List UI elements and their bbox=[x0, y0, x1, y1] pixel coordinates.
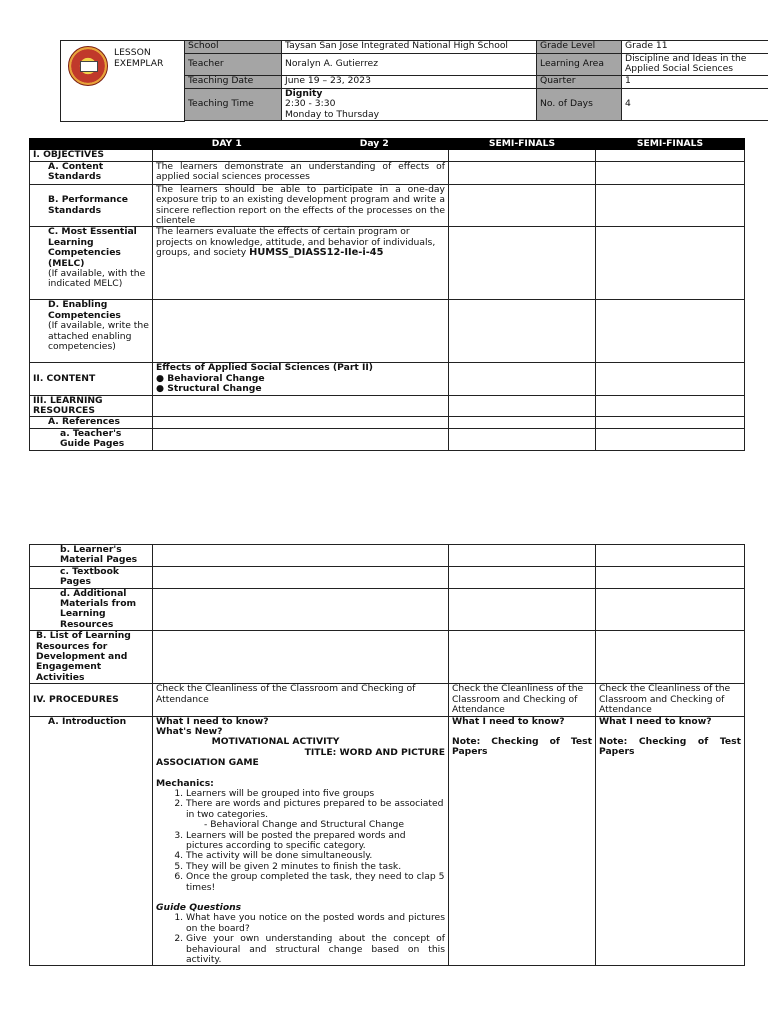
column-semi-finals-2: SEMI-FINALS bbox=[596, 139, 745, 150]
introduction-label: A. Introduction bbox=[30, 716, 153, 966]
date-value: June 19 – 23, 2023 bbox=[282, 76, 537, 89]
grade-label: Grade Level bbox=[537, 41, 622, 54]
enabling-cell bbox=[30, 300, 153, 363]
lesson-table-part-1 bbox=[29, 138, 745, 451]
grade-value: Grade 11 bbox=[622, 41, 768, 54]
content-topic: Effects of Applied Social Sciences (Part II) bbox=[156, 362, 373, 374]
time-value bbox=[282, 89, 537, 121]
melc-cell bbox=[30, 227, 153, 300]
time-hours: 2:30 - 3:30 bbox=[285, 98, 336, 110]
melc-note: (If available, with the indicated MELC) bbox=[48, 268, 146, 290]
school-seal-icon bbox=[68, 46, 108, 86]
area-value: Discipline and Ideas in the Applied Social Sciences bbox=[622, 54, 768, 76]
procedures-day4: Check the Cleanliness of the Classroom and Checking of Attendance bbox=[596, 684, 745, 716]
introduction-content bbox=[153, 716, 449, 966]
activity-game: ASSOCIATION GAME bbox=[156, 757, 259, 769]
motivational-title: MOTIVATIONAL ACTIVITY bbox=[211, 736, 340, 748]
mechanics-list bbox=[156, 789, 445, 893]
days-value: 4 bbox=[622, 89, 768, 121]
enabling-note: (If available, write the attached enabling competencies) bbox=[48, 320, 149, 353]
time-section: Dignity bbox=[285, 88, 323, 99]
mechanics-item: 1. Learners will be grouped into five groups bbox=[186, 789, 445, 799]
content-bullet-2: ● Structural Change bbox=[156, 383, 262, 395]
melc-label: C. Most Essential Learning Competencies (MELC) bbox=[48, 226, 137, 269]
additional-materials-label: d. Additional Materials from Learning Resources bbox=[30, 588, 153, 631]
column-header-row bbox=[30, 139, 745, 150]
col3-question: What I need to know? bbox=[452, 716, 565, 727]
intro-q1: What I need to know? bbox=[156, 716, 269, 727]
list-resources-label: B. List of Learning Resources for Development and Engagement Activities bbox=[30, 631, 153, 684]
procedures-day1: Check the Cleanliness of the Classroom and Checking of Attendance bbox=[153, 684, 449, 716]
textbook-label: c. Textbook Pages bbox=[30, 566, 153, 588]
references-label: A. References bbox=[30, 417, 153, 428]
days-label: No. of Days bbox=[537, 89, 622, 121]
melc-text: The learners evaluate the effects of certain program or projects on knowledge, attitude, and behavior of individuals, groups, and society bbox=[156, 226, 436, 259]
content-topic-cell bbox=[153, 363, 449, 395]
mechanics-item: 4. The activity will be done simultaneously. bbox=[186, 851, 445, 861]
mechanics-item: 3. Learners will be posted the prepared words and pictures according to specific category. bbox=[186, 831, 445, 852]
introduction-col3 bbox=[449, 716, 596, 966]
enabling-label: D. Enabling Competencies bbox=[48, 299, 121, 321]
column-day-1: DAY 1 bbox=[211, 138, 242, 149]
learners-material-label: b. Learner's Material Pages bbox=[30, 545, 153, 567]
school-label: School bbox=[185, 41, 282, 54]
header-table bbox=[60, 40, 768, 122]
melc-text-cell bbox=[153, 227, 449, 300]
column-semi-finals-1: SEMI-FINALS bbox=[449, 139, 596, 150]
performance-standards-label: B. Performance Standards bbox=[30, 184, 153, 227]
guide-questions-list bbox=[156, 913, 445, 965]
mechanics-item: 2. There are words and pictures prepared to be associated in two categories. - Behavioral Change and Structural Change bbox=[186, 799, 445, 830]
area-label: Learning Area bbox=[537, 54, 622, 76]
content-bullet-1: ● Behavioral Change bbox=[156, 372, 265, 384]
mechanics-label: Mechanics: bbox=[156, 777, 214, 789]
teacher-label: Teacher bbox=[185, 54, 282, 76]
quarter-value: 1 bbox=[622, 76, 768, 89]
time-days: Monday to Thursday bbox=[285, 108, 380, 120]
time-label: Teaching Time bbox=[185, 89, 282, 121]
logo-cell bbox=[61, 41, 185, 122]
guide-question: 2. Give your own understanding about the concept of behavioural and structural change based on this activity. bbox=[186, 934, 445, 965]
melc-code: HUMSS_DIASS12-IIe-i-45 bbox=[249, 247, 384, 259]
school-value: Taysan San Jose Integrated National High School bbox=[282, 41, 537, 54]
quarter-label: Quarter bbox=[537, 76, 622, 89]
content-standards-label: A. Content Standards bbox=[30, 161, 153, 184]
date-label: Teaching Date bbox=[185, 76, 282, 89]
mechanics-item: 5. They will be given 2 minutes to finish the task. bbox=[186, 862, 445, 872]
content-title: II. CONTENT bbox=[30, 363, 153, 395]
lesson-exemplar-label: LESSON EXEMPLAR bbox=[114, 47, 164, 69]
column-day-2: Day 2 bbox=[359, 138, 389, 149]
mechanics-sub-item: - Behavioral Change and Structural Change bbox=[204, 819, 405, 831]
teacher-value: Noralyn A. Gutierrez bbox=[282, 54, 537, 76]
guide-questions-label: Guide Questions bbox=[156, 902, 242, 913]
objectives-title: I. OBJECTIVES bbox=[30, 150, 153, 161]
performance-standards-text: The learners should be able to participate in a one-day exposure trip to an existing development program and write a sincere reflection report on the effects of the processes on the clientele bbox=[153, 184, 449, 227]
mechanics-item: 6. Once the group completed the task, they need to clap 5 times! bbox=[186, 872, 445, 893]
col4-question: What I need to know? bbox=[599, 716, 712, 727]
guide-question: 1. What have you notice on the posted words and pictures on the board? bbox=[186, 913, 445, 934]
col3-note: Note: Checking of Test Papers bbox=[452, 735, 592, 758]
content-standards-text: The learners demonstrate an understanding of effects of applied social sciences processes bbox=[153, 161, 449, 184]
resources-title: III. LEARNING RESOURCES bbox=[30, 395, 153, 417]
procedures-day3: Check the Cleanliness of the Classroom and Checking of Attendance bbox=[449, 684, 596, 716]
intro-q2: What's New? bbox=[156, 725, 223, 737]
col4-note: Note: Checking of Test Papers bbox=[599, 735, 741, 758]
teachers-guide-label: a. Teacher's Guide Pages bbox=[30, 428, 153, 450]
activity-title: TITLE: WORD AND PICTURE bbox=[304, 746, 445, 758]
lesson-table-part-2 bbox=[29, 544, 745, 966]
procedures-title: IV. PROCEDURES bbox=[30, 684, 153, 716]
introduction-col4 bbox=[596, 716, 745, 966]
